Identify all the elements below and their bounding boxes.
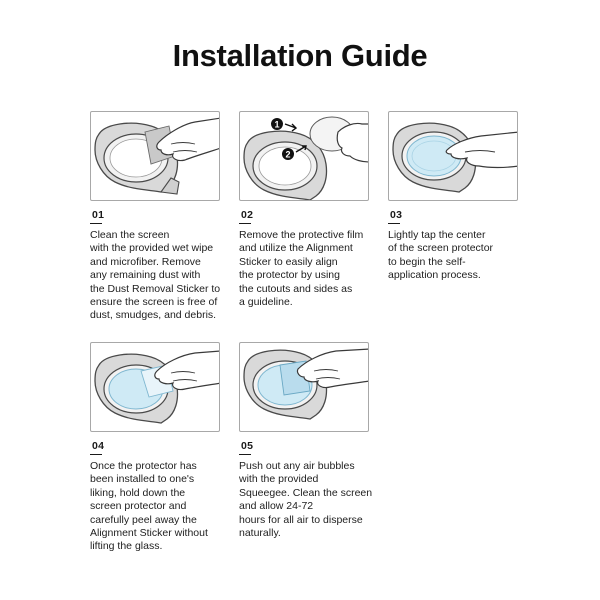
step-line: application process. [388,269,481,282]
step-2-illustration [239,111,369,201]
step-line: Push out any air bubbles [239,460,355,472]
step-4-illustration [90,342,220,432]
step-line: been installed to one's [90,473,195,486]
step-line: any remaining dust with [90,269,201,282]
step-line: the cutouts and sides as [239,282,353,295]
step-number: 01 [92,209,105,221]
step-number: 04 [92,440,105,452]
step-line: dust, smudges, and debris. [90,309,217,322]
step-number: 05 [241,440,254,452]
step-1-illustration [90,111,220,201]
marker-1-label: 1 [274,119,280,130]
step-line: to begin the self- [388,255,466,268]
page-title: Installation Guide [172,38,428,73]
step-line: Squeegee. Clean the screen [239,486,373,499]
step-line: Once the protector has [90,460,197,472]
step-line: with the provided wet wipe [90,242,214,255]
step-5-illustration [239,342,369,432]
step-line: Remove the protective film [239,229,364,241]
step-3-illustration [388,111,518,201]
step-line: of the screen protector [388,242,494,255]
step-line: and allow 24-72 [239,500,314,513]
step-line: screen protector and [90,500,187,513]
step-description [239,229,389,309]
step-description [388,229,538,283]
step-number-underline [239,454,251,455]
step-line: lifting the glass. [90,540,163,553]
step-line: ensure the screen is free of [90,296,218,309]
step-line: hours for all air to disperse [239,513,363,526]
step-number: 02 [241,209,254,221]
watch-wipe-illustration [91,112,220,201]
step-line: carefully peel away the [90,513,197,526]
step-line: and microfiber. Remove [90,255,201,268]
step-line: and utilize the Alignment [239,242,353,255]
step-number-underline [388,223,400,224]
step-line: Alignment Sticker without [90,527,208,540]
watch-film-illustration [240,112,369,201]
step-line: Clean the screen [90,229,170,241]
step-line: Lightly tap the center [388,229,486,241]
watch-squeegee-illustration [240,343,369,432]
step-number-underline [239,223,251,224]
step-line: the protector by using [239,269,340,282]
step-line: Sticker to easily align [239,255,338,268]
step-line: with the provided [239,473,319,486]
step-line: the Dust Removal Sticker to [90,282,221,295]
step-number-underline [90,223,102,224]
watch-peel-illustration [91,343,220,432]
watch-tap-illustration [389,112,518,201]
step-number-underline [90,454,102,455]
step-line: liking, hold down the [90,486,186,499]
step-number: 03 [390,209,403,221]
step-line: naturally. [239,527,281,540]
step-description [239,460,389,540]
step-description [90,229,240,323]
step-line: a guideline. [239,296,293,309]
step-description [90,460,240,554]
marker-2-label: 2 [285,149,291,160]
